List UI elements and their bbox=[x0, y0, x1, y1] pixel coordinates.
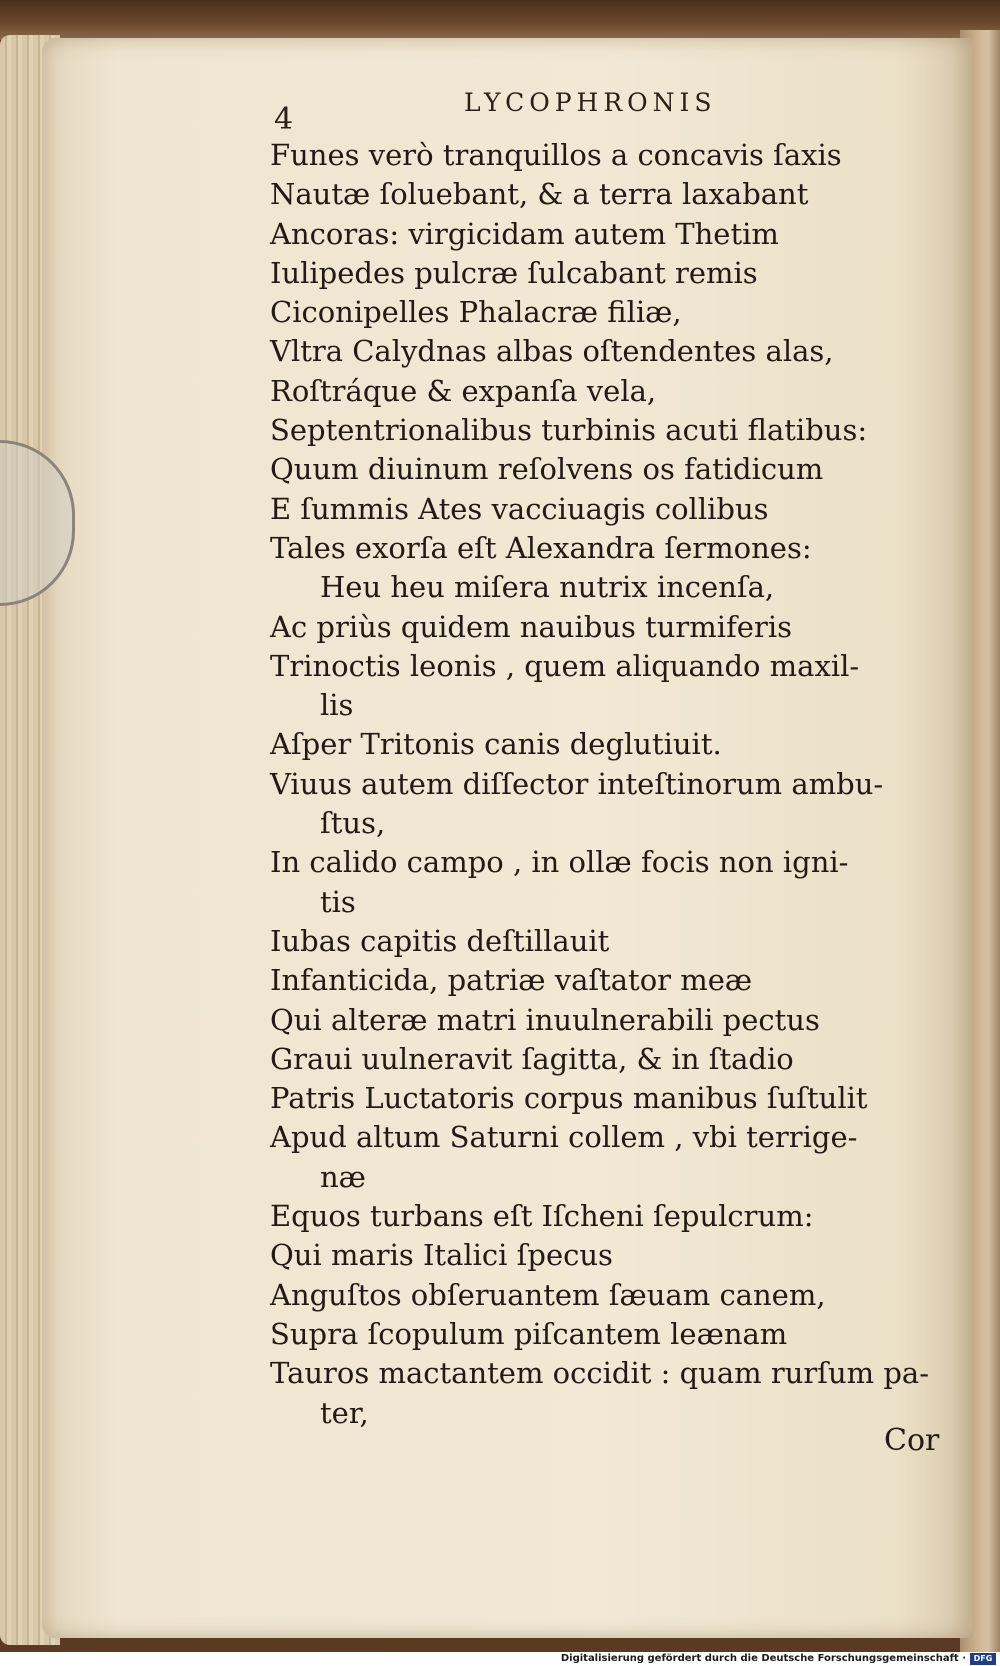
verse-line: Tauros mactantem occidit : quam rurſum pa- bbox=[270, 1356, 930, 1391]
verse-line: Supra ſcopulum piſcantem leænam bbox=[270, 1316, 788, 1351]
verse-line: Trinoctis leonis , quem aliquando maxil- bbox=[270, 648, 860, 683]
verse-line: ſtus, bbox=[320, 806, 386, 841]
verse-line: Heu heu miſera nutrix incenſa, bbox=[320, 570, 775, 605]
verse-line: Vltra Calydnas albas oſtendentes alas, bbox=[270, 334, 834, 369]
verse-line: tis bbox=[320, 884, 356, 919]
verse-line: Qui maris Italici ſpecus bbox=[270, 1238, 613, 1273]
verse-line: Ancoras: virgicidam autem Thetim bbox=[270, 216, 779, 251]
verse-line: Iulipedes pulcræ ſulcabant remis bbox=[270, 255, 758, 290]
verse-line: E ſummis Ates vacciuagis collibus bbox=[270, 491, 769, 526]
verse-line: Septentrionalibus turbinis acuti flatibus: bbox=[270, 413, 868, 448]
verse-line: Graui uulneravit ſagitta, & in ſtadio bbox=[270, 1041, 794, 1076]
verse-line: ter, bbox=[320, 1395, 369, 1430]
verse-line: In calido campo , in ollæ focis non igni- bbox=[270, 845, 849, 880]
verse-line: Apud altum Saturni collem , vbi terrige- bbox=[270, 1120, 858, 1155]
verse-line: næ bbox=[320, 1159, 366, 1194]
verse-line: Equos turbans eſt Iſcheni ſepulcrum: bbox=[270, 1199, 814, 1234]
verse-line: Ac priùs quidem nauibus turmiferis bbox=[270, 609, 792, 644]
footer-bar bbox=[0, 1652, 1000, 1666]
catchword: Cor bbox=[884, 1423, 940, 1458]
page-number: 4 bbox=[274, 102, 294, 137]
verse-line: Viuus autem diſſector inteſtinorum ambu- bbox=[270, 766, 884, 801]
verse-line: Qui alteræ matri inuulnerabili pectus bbox=[270, 1002, 820, 1037]
verse-line: Anguſtos obſeruantem ſæuam canem, bbox=[270, 1277, 826, 1312]
verse-line: Iubas capitis deſtillauit bbox=[270, 923, 610, 958]
verse-line: Aſper Tritonis canis deglutiuit. bbox=[270, 727, 722, 762]
verse-line: Funes verò tranquillos a concavis ſaxis bbox=[270, 138, 842, 172]
verse-line: Quum diuinum reſolvens os fatidicum bbox=[270, 452, 824, 487]
book-cover-edge bbox=[0, 0, 1000, 40]
verse-line: Patris Luctatoris corpus manibus ſuſtulit bbox=[270, 1081, 868, 1116]
verse-line: Infanticida, patriæ vaſtator meæ bbox=[270, 963, 753, 998]
verse-line: lis bbox=[320, 688, 354, 723]
verse-line: Tales exorſa eſt Alexandra ſermones: bbox=[270, 530, 812, 565]
verse-text bbox=[270, 136, 960, 1433]
verse-line: Nautæ ſoluebant, & a terra laxabant bbox=[270, 177, 809, 212]
digitization-credit: Digitalisierung gefördert durch die Deutsche Forschungsgemeinschaft · bbox=[560, 1653, 966, 1664]
verse-line: Ciconipelles Phalacræ filiæ, bbox=[270, 295, 682, 330]
dfg-logo: DFG bbox=[970, 1653, 996, 1665]
running-head: LYCOPHRONIS bbox=[464, 88, 717, 117]
verse-line: Roſtráque & expanſa vela, bbox=[270, 373, 657, 408]
